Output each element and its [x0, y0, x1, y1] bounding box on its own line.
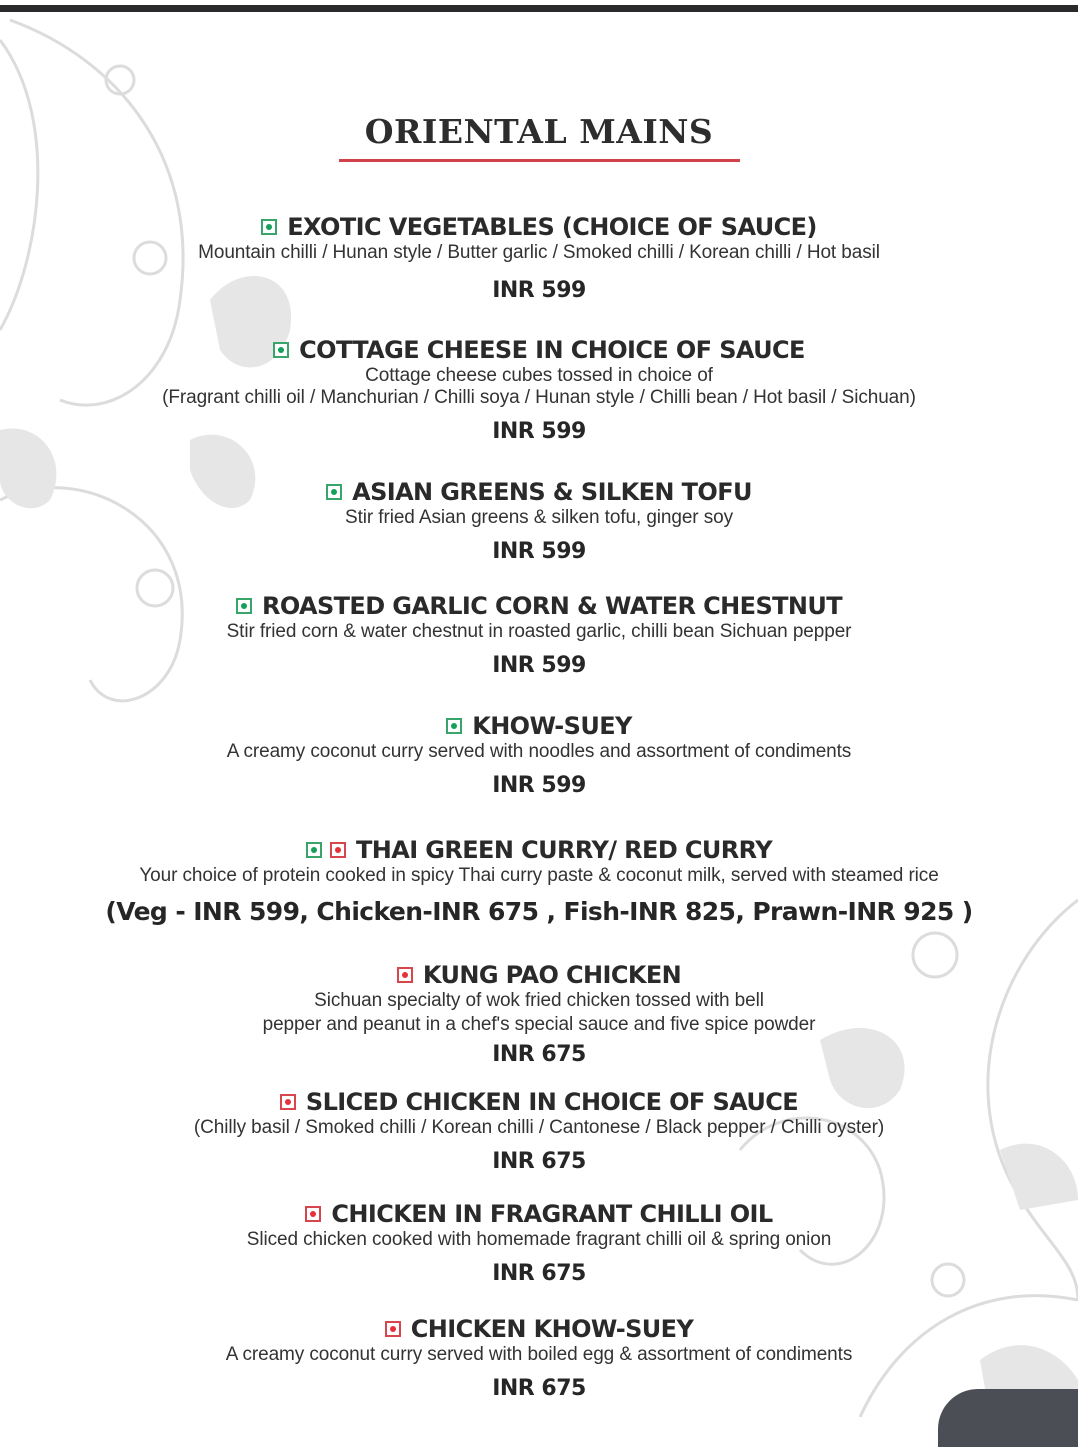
menu-item — [0, 1199, 1078, 1289]
item-description: Your choice of protein cooked in spicy Thai curry paste & coconut milk, served with steamed rice — [139, 865, 939, 886]
menu-item — [0, 477, 1078, 567]
item-header — [0, 960, 1078, 990]
item-name: ROASTED GARLIC CORN & WATER CHESTNUT — [261, 592, 843, 620]
menu-item — [0, 1087, 1078, 1177]
item-name: COTTAGE CHEESE IN CHOICE OF SAUCE — [299, 336, 805, 364]
menu-item — [0, 960, 1078, 1070]
item-description: A creamy coconut curry served with noodles and assortment of condiments — [226, 741, 852, 762]
item-name: KUNG PAO CHICKEN — [422, 961, 682, 989]
item-price: INR 675 — [492, 1376, 586, 1401]
item-header — [0, 335, 1078, 365]
menu-item — [0, 711, 1078, 801]
item-description: Stir fried corn & water chestnut in roasted garlic, chilli bean Sichuan pepper — [226, 621, 852, 642]
item-description: Cottage cheese cubes tossed in choice of — [365, 365, 713, 386]
veg-mark-icon — [306, 842, 322, 858]
item-header — [0, 477, 1078, 507]
item-description: Stir fried Asian greens & silken tofu, ginger soy — [345, 507, 733, 528]
item-header — [0, 1314, 1078, 1344]
veg-mark-icon — [273, 342, 289, 358]
item-description-line2: pepper and peanut in a chef's special sauce and five spice powder — [262, 1014, 816, 1035]
item-description: (Chilly basil / Smoked chilli / Korean chilli / Cantonese / Black pepper / Chilli oyster) — [193, 1117, 885, 1138]
item-price: INR 675 — [492, 1042, 586, 1067]
item-header — [0, 1087, 1078, 1117]
nonveg-mark-icon — [305, 1206, 321, 1222]
nonveg-mark-icon — [330, 842, 346, 858]
item-name: THAI GREEN CURRY/ RED CURRY — [355, 836, 773, 864]
item-description: Sliced chicken cooked with homemade fragrant chilli oil & spring onion — [246, 1229, 832, 1250]
item-header — [0, 591, 1078, 621]
item-name: CHICKEN IN FRAGRANT CHILLI OIL — [331, 1200, 773, 1228]
menu-item — [0, 835, 1078, 927]
item-description: Sichuan specialty of wok fried chicken tossed with bell — [314, 990, 764, 1011]
nonveg-mark-icon — [385, 1321, 401, 1337]
item-description: A creamy coconut curry served with boiled egg & assortment of condiments — [225, 1344, 853, 1365]
item-name: CHICKEN KHOW-SUEY — [410, 1315, 694, 1343]
veg-mark-icon — [261, 219, 277, 235]
item-price: INR 599 — [492, 539, 586, 564]
item-name: ASIAN GREENS & SILKEN TOFU — [352, 478, 752, 506]
item-header — [0, 711, 1078, 741]
item-name: EXOTIC VEGETABLES (CHOICE OF SAUCE) — [287, 213, 817, 241]
item-price: INR 675 — [492, 1261, 586, 1286]
item-description-line2: (Fragrant chilli oil / Manchurian / Chilli soya / Hunan style / Chilli bean / Hot basil / Sichuan) — [162, 387, 916, 408]
section-title: ORIENTAL MAINS — [364, 112, 714, 151]
veg-mark-icon — [446, 718, 462, 734]
menu-item — [0, 212, 1078, 306]
item-name: SLICED CHICKEN IN CHOICE OF SAUCE — [305, 1088, 799, 1116]
title-underline — [339, 159, 740, 162]
item-price: INR 599 — [492, 773, 586, 798]
menu-item — [0, 1314, 1078, 1404]
menu-item — [0, 591, 1078, 681]
item-header — [0, 212, 1078, 242]
item-header — [0, 1199, 1078, 1229]
veg-mark-icon — [236, 598, 252, 614]
item-header — [0, 835, 1078, 865]
nonveg-mark-icon — [397, 967, 413, 983]
veg-mark-icon — [326, 484, 342, 500]
item-name: KHOW-SUEY — [472, 712, 632, 740]
item-description: Mountain chilli / Hunan style / Butter garlic / Smoked chilli / Korean chilli / Hot basil — [198, 242, 880, 263]
item-price: INR 599 — [492, 419, 586, 444]
item-price-options: (Veg - INR 599, Chicken-INR 675 , Fish-INR 825, Prawn-INR 925 ) — [105, 897, 973, 926]
nonveg-mark-icon — [280, 1094, 296, 1110]
item-price: INR 599 — [492, 278, 586, 303]
menu-item — [0, 335, 1078, 447]
item-price: INR 675 — [492, 1149, 586, 1174]
item-price: INR 599 — [492, 653, 586, 678]
